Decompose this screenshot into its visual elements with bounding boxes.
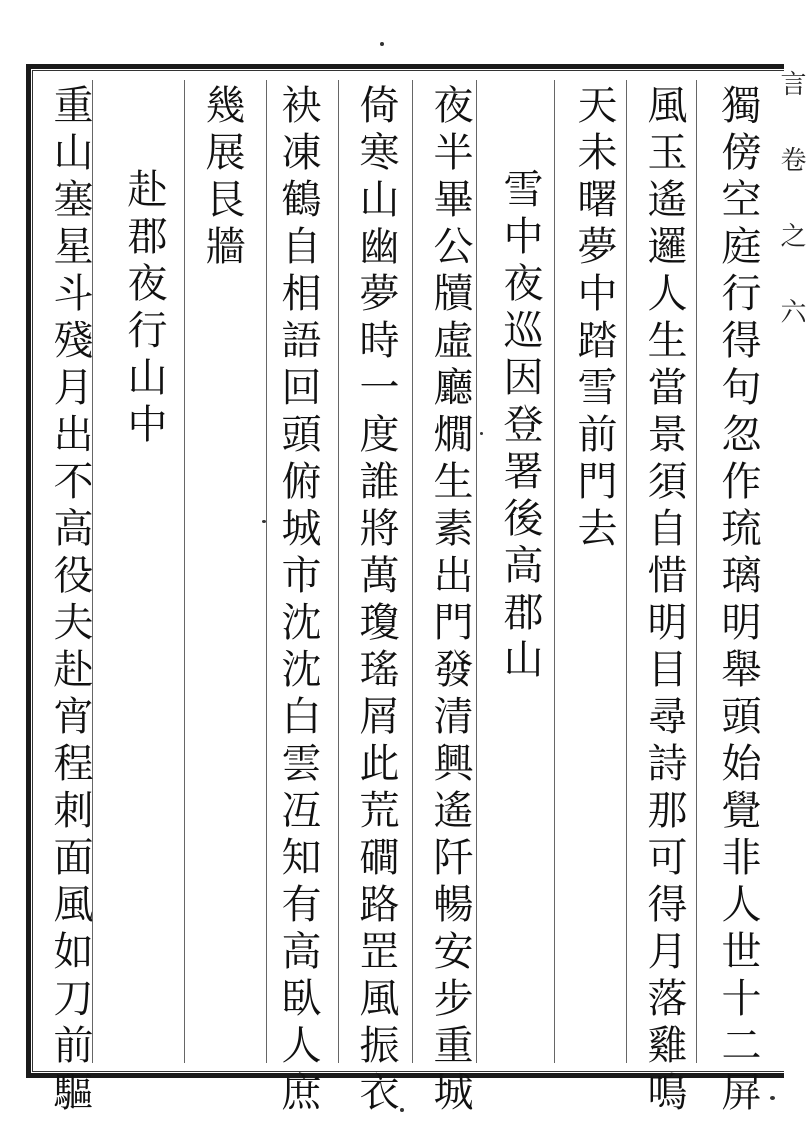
scan-speck [400, 1108, 404, 1112]
text-column-8: 幾展艮牆 [199, 84, 245, 272]
text-column-7: 袂凍鶴自相語回頭俯城市沈沈白雲冱知有高臥人庶 [275, 84, 321, 1118]
cropped-edge-text: 言卷之六 [776, 70, 806, 374]
text-column-3: 天未曙夢中踏雪前門去 [571, 84, 617, 554]
column-rule [696, 80, 697, 1063]
scan-speck [480, 432, 483, 435]
text-column-2: 風玉遙邏人生當景須自惜明目尋詩那可得月落雞鳴 [641, 84, 687, 1118]
column-rule [626, 80, 627, 1063]
column-rule [266, 80, 267, 1063]
column-rule [338, 80, 339, 1063]
column-rule [412, 80, 413, 1063]
text-column-6: 倚寒山幽夢時一度誰將萬瓊瑤屑此荒磵路罡風振衣 [353, 84, 399, 1118]
poem-title-snow-night-patrol: 雪中夜巡因登署後高郡山 [497, 168, 543, 685]
column-rule [476, 80, 477, 1063]
column-rule [554, 80, 555, 1063]
scan-speck [770, 1096, 775, 1100]
poem-title-night-journey: 赴郡夜行山中 [121, 168, 167, 450]
text-column-5: 夜半畢公牘虛廳燗生素出門發清興遙阡暢安步重城 [427, 84, 473, 1118]
text-column-1: 獨傍空庭行得句忽作琉璃明舉頭始覺非人世十二屏 [715, 84, 761, 1118]
column-rule [184, 80, 185, 1063]
scan-speck [262, 520, 266, 523]
scan-speck [380, 42, 384, 46]
text-column-10: 重山塞星斗殘月出不高役夫赴宵程刺面風如刀前驅 [47, 84, 93, 1118]
